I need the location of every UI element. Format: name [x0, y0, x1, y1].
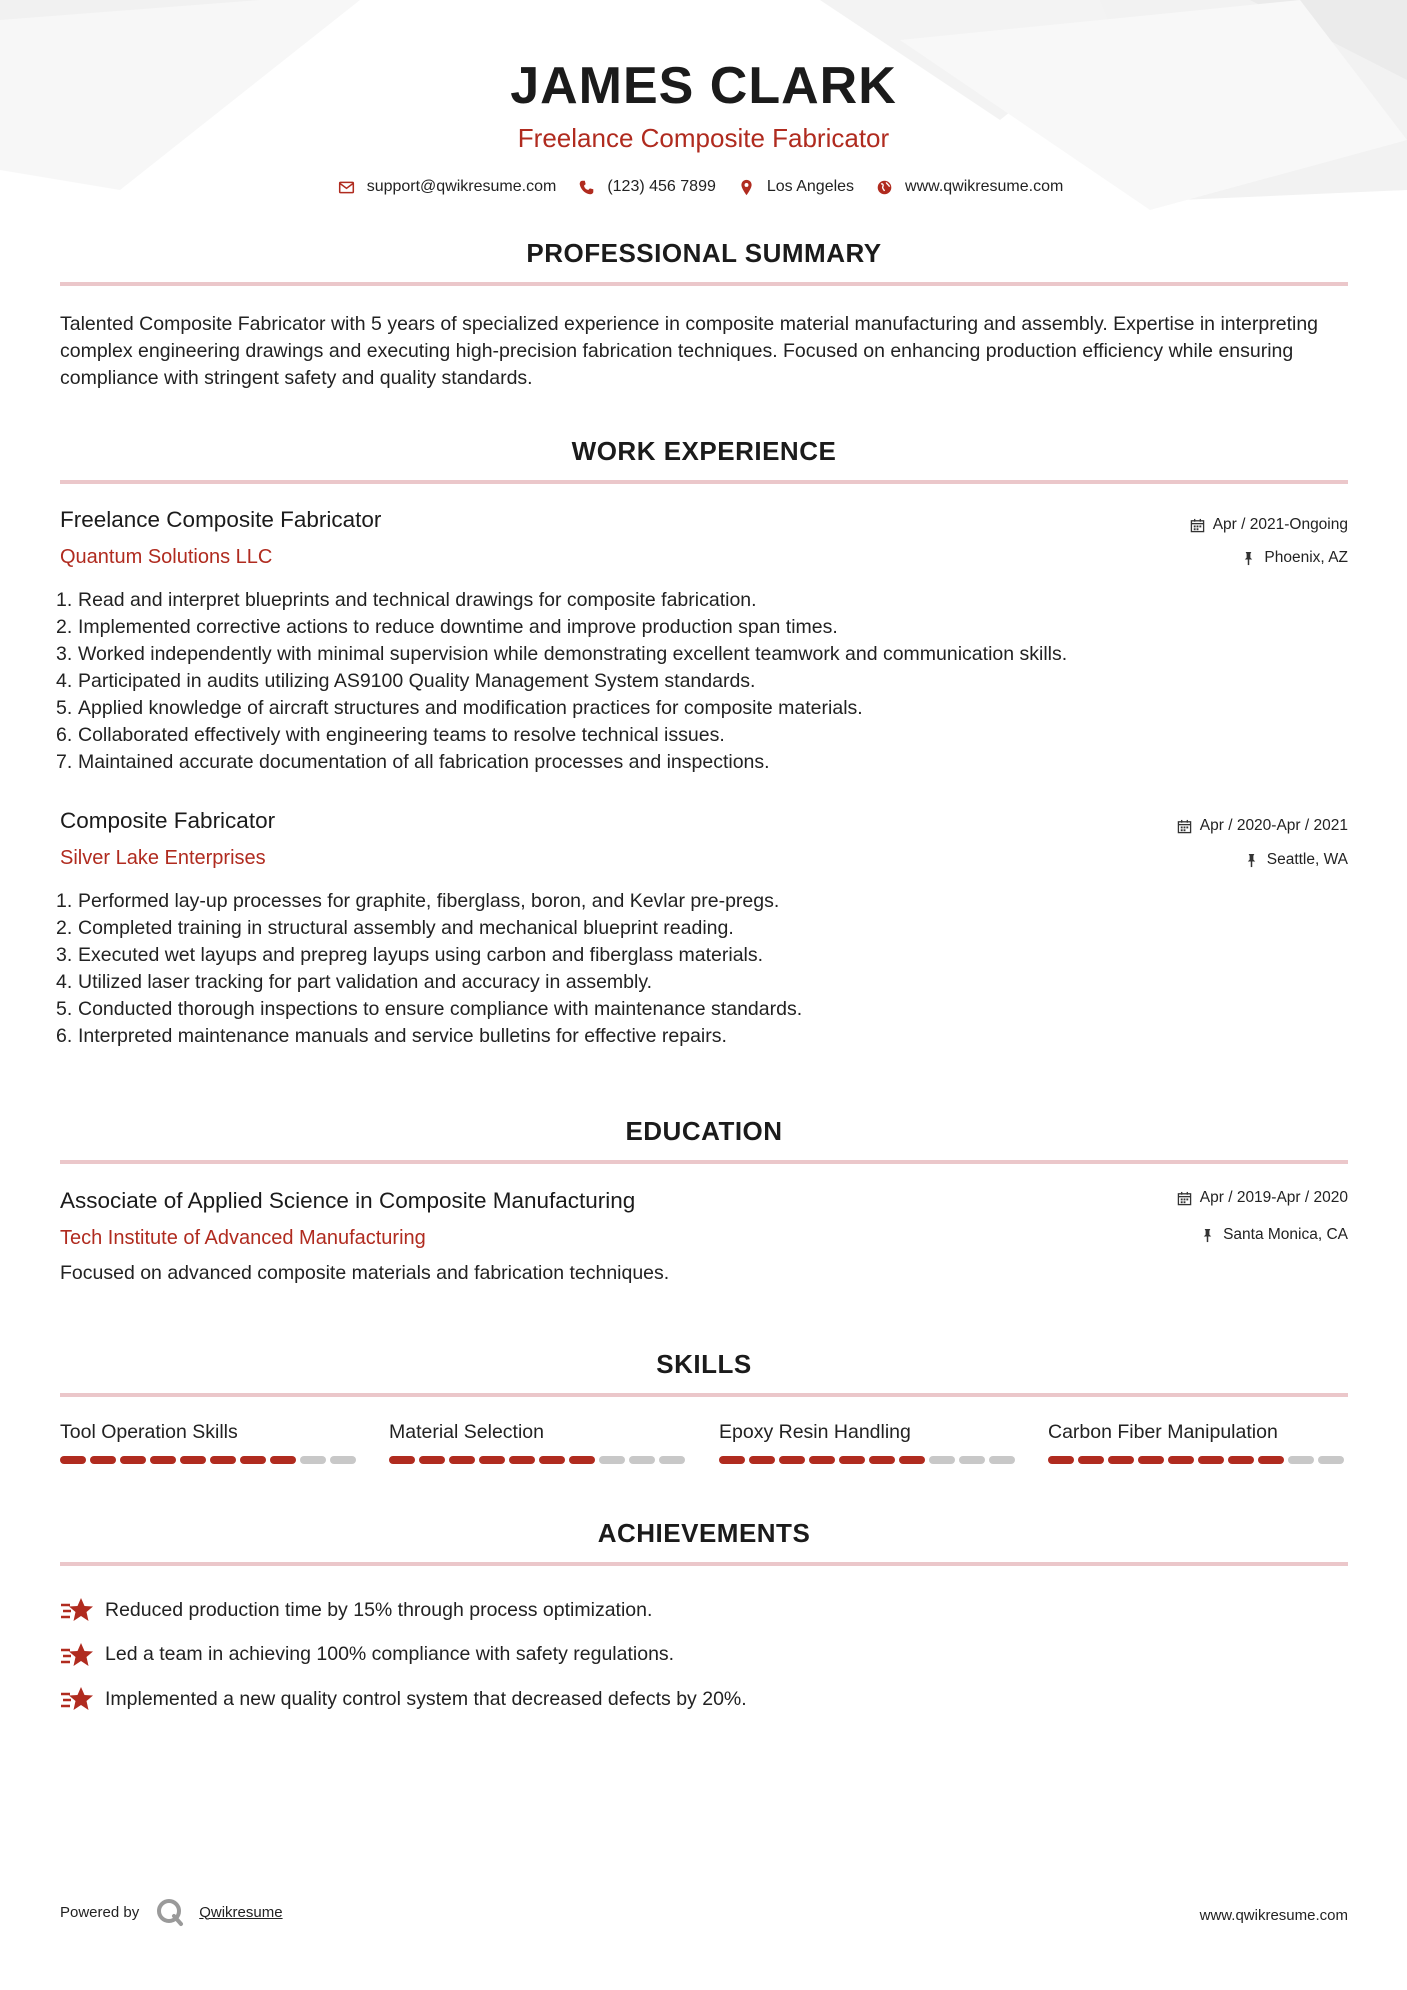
job-location: [1241, 549, 1348, 567]
skill-segment-empty: [959, 1456, 985, 1464]
calendar-icon: [1190, 518, 1205, 533]
job-location-text: Seattle, WA: [1266, 851, 1348, 868]
skills-divider: [60, 1393, 1348, 1397]
qwikresume-logo-icon: [155, 1897, 185, 1927]
skill-level-bar: [389, 1456, 689, 1464]
skill-level-bar: [1048, 1456, 1348, 1464]
skill-segment-empty: [659, 1456, 685, 1464]
experience-divider: [60, 480, 1348, 484]
list-item: 6. Collaborated effectively with engineering teams to resolve technical issues.: [56, 724, 725, 746]
skill-segment-filled: [779, 1456, 805, 1464]
qwikresume-link[interactable]: Qwikresume: [199, 1903, 283, 1921]
achievements-list: [60, 1588, 747, 1722]
list-item: 4. Participated in audits utilizing AS9100 Quality Management System standards.: [56, 670, 756, 692]
skill-segment-filled: [120, 1456, 146, 1464]
list-item: 5. Conducted thorough inspections to ensure compliance with maintenance standards.: [56, 998, 803, 1020]
map-pin-icon: [738, 179, 755, 196]
education-location-text: Santa Monica, CA: [1223, 1226, 1348, 1243]
footer-powered-by: [60, 1897, 283, 1927]
achievements-divider: [60, 1562, 1348, 1566]
list-item: 3. Worked independently with minimal supervision while demonstrating excellent teamwork and communication skills.: [56, 643, 1068, 665]
job-company: Quantum Solutions LLC: [60, 546, 273, 568]
candidate-headline: Freelance Composite Fabricator: [517, 123, 890, 154]
summary-section-title: PROFESSIONAL SUMMARY: [526, 238, 882, 268]
candidate-name: JAMES CLARK: [510, 57, 897, 115]
shooting-star-icon: [60, 1595, 94, 1625]
skill-item: [389, 1421, 689, 1464]
calendar-icon: [1177, 819, 1192, 834]
pushpin-icon: [1241, 551, 1256, 566]
job-title: Freelance Composite Fabricator: [60, 507, 382, 532]
skill-segment-filled: [180, 1456, 206, 1464]
footer-website[interactable]: www.qwikresume.com: [1199, 1907, 1348, 1924]
pushpin-icon: [1244, 853, 1259, 868]
list-item: Led a team in achieving 100% compliance with safety regulations.: [60, 1633, 747, 1678]
contact-website[interactable]: [876, 178, 1063, 196]
list-item: 1. Read and interpret blueprints and technical drawings for composite fabrication.: [56, 589, 757, 611]
skill-segment-filled: [150, 1456, 176, 1464]
skill-segment-filled: [60, 1456, 86, 1464]
skill-segment-empty: [1318, 1456, 1344, 1464]
list-item: 6. Interpreted maintenance manuals and service bulletins for effective repairs.: [56, 1025, 727, 1047]
shooting-star-icon: [60, 1684, 94, 1714]
contact-location: [738, 178, 854, 196]
skill-item: [1048, 1421, 1348, 1464]
list-item: 4. Utilized laser tracking for part validation and accuracy in assembly.: [56, 971, 653, 993]
skill-segment-filled: [479, 1456, 505, 1464]
education-divider: [60, 1160, 1348, 1164]
skill-segment-filled: [539, 1456, 565, 1464]
skill-segment-filled: [270, 1456, 296, 1464]
list-item: 1. Performed lay-up processes for graphite, fiberglass, boron, and Kevlar pre-pregs.: [56, 890, 780, 912]
skill-name: Epoxy Resin Handling: [719, 1421, 911, 1443]
contact-email-text: support@qwikresume.com: [366, 178, 557, 196]
pushpin-icon: [1200, 1228, 1215, 1243]
skill-segment-filled: [899, 1456, 925, 1464]
skill-segment-filled: [1138, 1456, 1164, 1464]
summary-divider: [60, 282, 1348, 286]
skill-segment-filled: [839, 1456, 865, 1464]
education-description: Focused on advanced composite materials and fabrication techniques.: [60, 1262, 670, 1284]
skill-name: Tool Operation Skills: [60, 1421, 238, 1443]
skill-segment-filled: [569, 1456, 595, 1464]
skill-level-bar: [719, 1456, 1019, 1464]
shooting-star-icon: [60, 1640, 94, 1670]
skill-segment-filled: [240, 1456, 266, 1464]
skill-segment-filled: [1228, 1456, 1254, 1464]
job-bullet-list: [56, 888, 1346, 1050]
skill-segment-filled: [210, 1456, 236, 1464]
skill-segment-filled: [809, 1456, 835, 1464]
job-dates-text: Apr / 2020-Apr / 2021: [1199, 817, 1348, 834]
skill-segment-filled: [869, 1456, 895, 1464]
job-dates: [1177, 817, 1348, 835]
summary-text: Talented Composite Fabricator with 5 years of specialized experience in composite material manufacturing and assembly. Expertise in interpreting complex engineering drawings and executing high-precision fabrication techniques. Focused on enhancing production efficiency while ensuring compliance with stringent safety and quality standards.: [60, 313, 1319, 389]
contact-location-text: Los Angeles: [766, 178, 855, 196]
contact-bar: [0, 178, 1407, 196]
skill-segment-filled: [1198, 1456, 1224, 1464]
job-dates: [1190, 516, 1348, 534]
list-item: 2. Implemented corrective actions to reduce downtime and improve production span times.: [56, 616, 838, 638]
skill-segment-filled: [1078, 1456, 1104, 1464]
skill-segment-filled: [1108, 1456, 1134, 1464]
skill-segment-empty: [1288, 1456, 1314, 1464]
skill-segment-empty: [300, 1456, 326, 1464]
job-location-text: Phoenix, AZ: [1264, 549, 1348, 566]
job-company: Silver Lake Enterprises: [60, 847, 266, 869]
skill-segment-filled: [1258, 1456, 1284, 1464]
contact-website-text: www.qwikresume.com: [905, 178, 1064, 196]
skill-segment-filled: [1048, 1456, 1074, 1464]
list-item: 7. Maintained accurate documentation of all fabrication processes and inspections.: [56, 751, 770, 773]
education-dates: [1177, 1189, 1348, 1207]
list-item: 5. Applied knowledge of aircraft structures and modification practices for composite materials.: [56, 697, 863, 719]
list-item: 3. Executed wet layups and prepreg layups using carbon and fiberglass materials.: [56, 944, 764, 966]
globe-icon: [876, 179, 893, 196]
skill-item: [719, 1421, 1019, 1464]
skills-section-title: SKILLS: [656, 1349, 752, 1379]
skill-item: [60, 1421, 360, 1464]
job-location: [1244, 851, 1348, 869]
skill-segment-empty: [989, 1456, 1015, 1464]
job-dates-text: Apr / 2021-Ongoing: [1212, 516, 1348, 533]
envelope-icon: [338, 179, 355, 196]
experience-section-title: WORK EXPERIENCE: [571, 436, 837, 466]
skill-segment-filled: [1168, 1456, 1194, 1464]
resume-header: [0, 58, 1407, 196]
list-item: Implemented a new quality control system that decreased defects by 20%.: [60, 1677, 747, 1722]
skill-segment-empty: [330, 1456, 356, 1464]
skill-segment-filled: [449, 1456, 475, 1464]
list-item: 2. Completed training in structural assembly and mechanical blueprint reading.: [56, 917, 734, 939]
skill-segment-filled: [509, 1456, 535, 1464]
skill-segment-empty: [929, 1456, 955, 1464]
contact-phone[interactable]: [578, 178, 716, 196]
education-degree: Associate of Applied Science in Composite Manufacturing: [60, 1188, 636, 1213]
skill-segment-filled: [419, 1456, 445, 1464]
education-location: [1200, 1226, 1348, 1244]
phone-icon: [578, 179, 595, 196]
job-bullet-list: [56, 587, 1346, 776]
achievements-section-title: ACHIEVEMENTS: [597, 1518, 811, 1548]
skill-segment-filled: [719, 1456, 745, 1464]
list-item: Reduced production time by 15% through process optimization.: [60, 1588, 747, 1633]
powered-by-label: Powered by: [60, 1903, 140, 1921]
calendar-icon: [1177, 1191, 1192, 1206]
contact-phone-text: (123) 456 7899: [607, 178, 716, 196]
skill-segment-empty: [629, 1456, 655, 1464]
skill-level-bar: [60, 1456, 360, 1464]
skill-name: Material Selection: [389, 1421, 544, 1443]
skill-segment-filled: [749, 1456, 775, 1464]
skill-segment-empty: [599, 1456, 625, 1464]
skill-name: Carbon Fiber Manipulation: [1048, 1421, 1278, 1443]
education-section-title: EDUCATION: [625, 1116, 783, 1146]
skill-segment-filled: [90, 1456, 116, 1464]
education-school: Tech Institute of Advanced Manufacturing: [60, 1227, 426, 1249]
education-dates-text: Apr / 2019-Apr / 2020: [1199, 1189, 1348, 1206]
job-title: Composite Fabricator: [60, 808, 276, 833]
contact-email[interactable]: [338, 178, 557, 196]
skill-segment-filled: [389, 1456, 415, 1464]
